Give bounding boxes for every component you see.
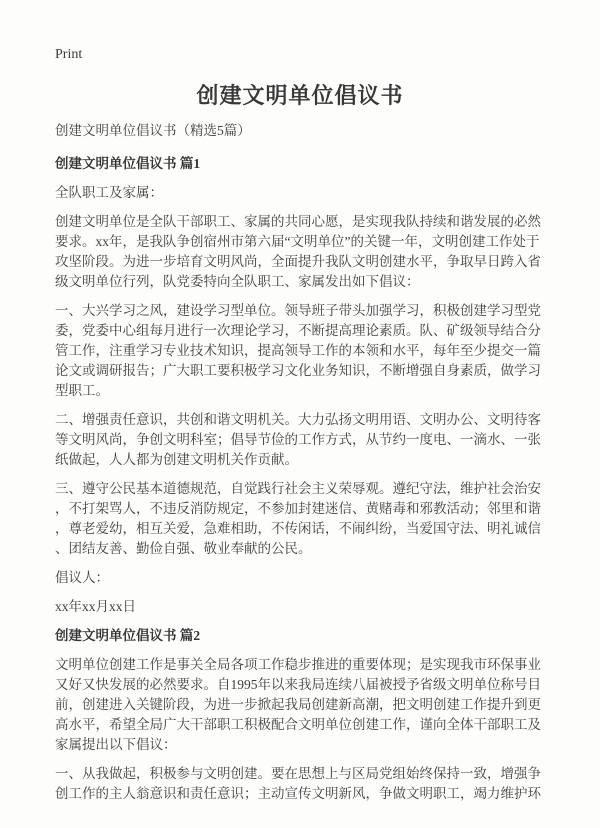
print-button[interactable]: Print [55,47,83,62]
section-2-heading: 创建文明单位倡议书 篇2 [55,628,201,643]
section-1-heading: 创建文明单位倡议书 篇1 [55,156,201,171]
section-1-proposer-line: 倡议人： [55,570,109,585]
doc-subtitle: 创建文明单位倡议书（精选5篇） [55,123,251,138]
section-1-paragraph-item-1: 一、大兴学习之风，建设学习型单位。领导班子带头加强学习，积极创建学习型党委，党委中心组每月进行一次理论学习，不断提高理论素质。队、矿级领导结合分管工作，注重学习专业技术知识，提高领导工作的本领和水平，每年至少提交一篇论文或调研报告；广大职工要积极学习文化业务知识，不断增强自身素质，做学习型职工。 [55,303,541,398]
page-title: 创建文明单位倡议书 [196,83,404,108]
section-2-paragraph-item-1: 一、从我做起，积极参与文明创建。要在思想上与区局党组始终保持一致，增强争创工作的主人翁意识和责任意识；主动宣传文明新风，争做文明职工，竭力维护环 [55,766,541,801]
section-1-paragraph-intro: 创建文明单位是全队干部职工、家属的共同心愿，是实现我队持续和谐发展的必然要求。xx年，是我队争创宿州市第六届“文明单位”的关键一年，文明创建工作处于攻坚阶段。为进一步培育文明风尚，全面提升我队文明创建水平，争取早日跨入省级文明单位行列，队党委特向全队职工、家属发出如下倡议： [55,214,541,289]
section-1-salutation: 全队职工及家属： [55,185,163,200]
section-1-paragraph-item-3: 三、遵守公民基本道德规范，自觉践行社会主义荣辱观。遵纪守法，维护社会治安，不打架骂人，不违反消防规定，不参加封建迷信、黄赌毒和邪教活动；邻里和谐，尊老爱幼，相互关爱，急难相助，不传闲话，不闹纠纷，当爱国守法、明礼诚信、团结友善、勤俭自强、敬业奉献的公民。 [55,481,541,556]
section-1-paragraph-item-2: 二、增强责任意识，共创和谐文明机关。大力弘扬文明用语、文明办公、文明待客等文明风尚，争创文明科室；倡导节俭的工作方式，从节约一度电、一滴水、一张纸做起，人人都为创建文明机关作贡献。 [55,412,541,467]
section-1-date-line: xx年xx月xx日 [55,599,136,614]
section-2-paragraph-intro: 文明单位创建工作是事关全局各项工作稳步推进的重要体现；是实现我市环保事业又好又快发展的必然要求。自1995年以来我局连续八届被授予省级文明单位称号目前，创建进入关键阶段，为进一步掀起我局创建新高潮，把文明创建工作提升到更高水平，希望全局广大干部职工积极配合文明单位创建工作，谨向全体干部职工及家属提出以下倡议： [55,657,541,752]
